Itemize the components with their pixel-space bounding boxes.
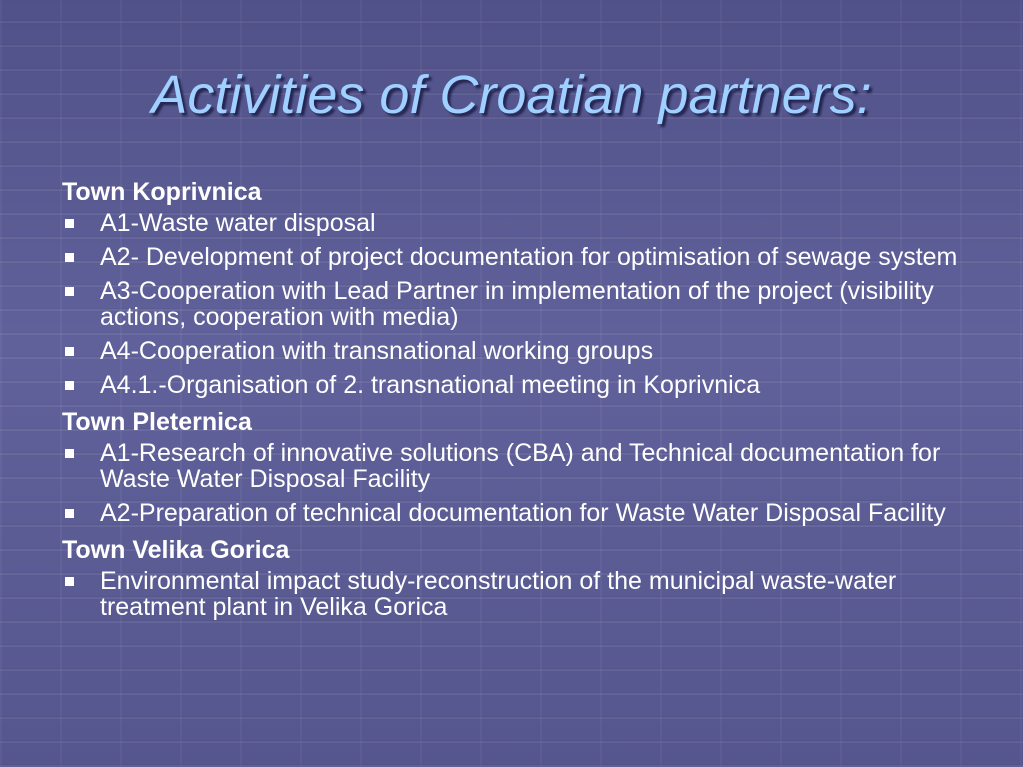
list-item	[62, 500, 962, 526]
list-item-text: A4.1.-Organisation of 2. transnational meeting in Koprivnica	[100, 371, 761, 399]
list-item-text: A2- Development of project documentation for optimisation of sewage system	[100, 243, 958, 271]
list-item	[62, 244, 962, 270]
square-bullet-icon	[65, 577, 74, 586]
slide-title: Activities of Croatian partners:	[151, 65, 872, 125]
list-item-text: A2-Preparation of technical documentation for Waste Water Disposal Facility	[100, 499, 946, 527]
list-item	[62, 338, 962, 364]
square-bullet-icon	[65, 347, 74, 356]
list-item	[62, 440, 962, 492]
bullet-list-pleternica	[62, 440, 962, 526]
bullet-list-koprivnica	[62, 210, 962, 398]
section-heading-velika-gorica: Town Velika Gorica	[62, 536, 290, 564]
list-item	[62, 372, 962, 398]
square-bullet-icon	[65, 253, 74, 262]
list-item	[62, 210, 962, 236]
slide-content	[62, 176, 962, 628]
square-bullet-icon	[65, 219, 74, 228]
square-bullet-icon	[65, 381, 74, 390]
list-item-text: Environmental impact study-reconstruction of the municipal waste-water treatment plant in Velika Gorica	[100, 567, 897, 621]
list-item	[62, 568, 962, 620]
bullet-list-velika-gorica	[62, 568, 962, 620]
list-item	[62, 278, 962, 330]
square-bullet-icon	[65, 287, 74, 296]
square-bullet-icon	[65, 509, 74, 518]
square-bullet-icon	[65, 449, 74, 458]
section-heading-pleternica: Town Pleternica	[62, 408, 252, 436]
list-item-text: A4-Cooperation with transnational working groups	[100, 337, 654, 365]
list-item-text: A1-Waste water disposal	[100, 209, 376, 237]
section-heading-koprivnica: Town Koprivnica	[62, 178, 262, 206]
list-item-text: A1-Research of innovative solutions (CBA) and Technical documentation for Waste Water Disposal Facility	[100, 439, 941, 493]
list-item-text: A3-Cooperation with Lead Partner in implementation of the project (visibility actions, cooperation with media)	[100, 277, 934, 331]
